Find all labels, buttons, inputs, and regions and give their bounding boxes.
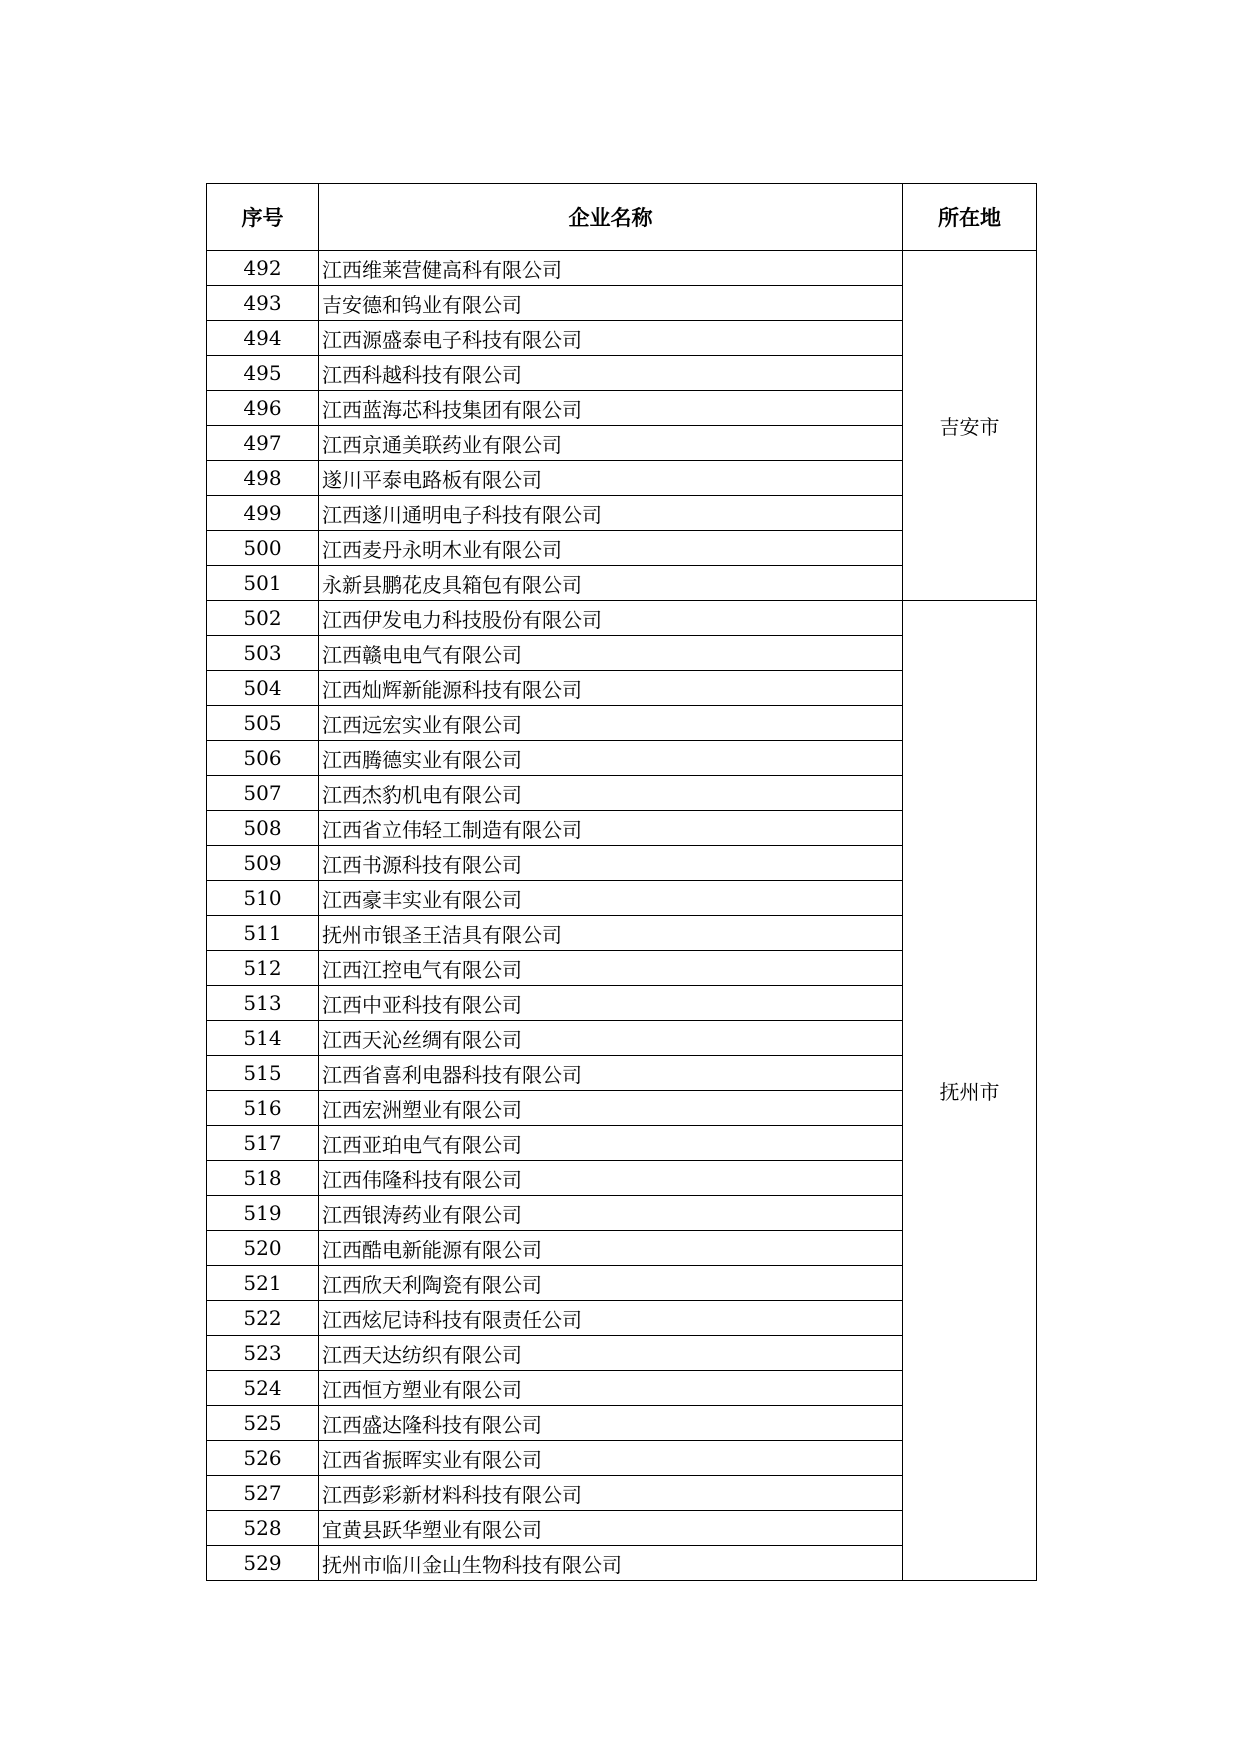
row-seq: 528 <box>207 1511 319 1546</box>
row-seq: 515 <box>207 1056 319 1091</box>
row-seq: 526 <box>207 1441 319 1476</box>
row-company-name: 江西杰豹机电有限公司 <box>319 776 903 811</box>
row-seq: 505 <box>207 706 319 741</box>
header-seq: 序号 <box>207 184 319 251</box>
row-company-name: 江西恒方塑业有限公司 <box>319 1371 903 1406</box>
row-seq: 495 <box>207 356 319 391</box>
row-seq: 506 <box>207 741 319 776</box>
row-company-name: 江西灿辉新能源科技有限公司 <box>319 671 903 706</box>
row-seq: 507 <box>207 776 319 811</box>
row-company-name: 宜黄县跃华塑业有限公司 <box>319 1511 903 1546</box>
row-seq: 498 <box>207 461 319 496</box>
row-company-name: 江西蓝海芯科技集团有限公司 <box>319 391 903 426</box>
row-seq: 494 <box>207 321 319 356</box>
row-seq: 504 <box>207 671 319 706</box>
row-company-name: 抚州市银圣王洁具有限公司 <box>319 916 903 951</box>
row-seq: 492 <box>207 251 319 286</box>
row-company-name: 抚州市临川金山生物科技有限公司 <box>319 1546 903 1581</box>
row-seq: 493 <box>207 286 319 321</box>
row-seq: 500 <box>207 531 319 566</box>
row-company-name: 江西伊发电力科技股份有限公司 <box>319 601 903 636</box>
row-company-name: 江西省立伟轻工制造有限公司 <box>319 811 903 846</box>
row-company-name: 江西亚珀电气有限公司 <box>319 1126 903 1161</box>
row-seq: 496 <box>207 391 319 426</box>
row-company-name: 江西遂川通明电子科技有限公司 <box>319 496 903 531</box>
row-company-name: 江西省振晖实业有限公司 <box>319 1441 903 1476</box>
row-seq: 518 <box>207 1161 319 1196</box>
row-seq: 522 <box>207 1301 319 1336</box>
row-company-name: 遂川平泰电路板有限公司 <box>319 461 903 496</box>
row-seq: 529 <box>207 1546 319 1581</box>
row-company-name: 江西豪丰实业有限公司 <box>319 881 903 916</box>
row-seq: 513 <box>207 986 319 1021</box>
row-company-name: 永新县鹏花皮具箱包有限公司 <box>319 566 903 601</box>
header-row <box>207 184 1037 251</box>
row-company-name: 江西彭彩新材料科技有限公司 <box>319 1476 903 1511</box>
row-seq: 519 <box>207 1196 319 1231</box>
row-seq: 502 <box>207 601 319 636</box>
table-row <box>207 601 1037 636</box>
row-company-name: 江西赣电电气有限公司 <box>319 636 903 671</box>
row-seq: 525 <box>207 1406 319 1441</box>
company-table <box>206 183 1037 1581</box>
row-seq: 499 <box>207 496 319 531</box>
row-seq: 508 <box>207 811 319 846</box>
row-company-name: 江西腾德实业有限公司 <box>319 741 903 776</box>
row-company-name: 江西远宏实业有限公司 <box>319 706 903 741</box>
row-company-name: 江西源盛泰电子科技有限公司 <box>319 321 903 356</box>
row-company-name: 江西麦丹永明木业有限公司 <box>319 531 903 566</box>
table-row <box>207 251 1037 286</box>
row-seq: 524 <box>207 1371 319 1406</box>
row-seq: 501 <box>207 566 319 601</box>
row-seq: 512 <box>207 951 319 986</box>
row-seq: 509 <box>207 846 319 881</box>
row-seq: 510 <box>207 881 319 916</box>
row-company-name: 江西酷电新能源有限公司 <box>319 1231 903 1266</box>
row-seq: 523 <box>207 1336 319 1371</box>
header-company-name: 企业名称 <box>319 184 903 251</box>
row-company-name: 吉安德和钨业有限公司 <box>319 286 903 321</box>
row-seq: 521 <box>207 1266 319 1301</box>
row-seq: 520 <box>207 1231 319 1266</box>
row-company-name: 江西炫尼诗科技有限责任公司 <box>319 1301 903 1336</box>
row-company-name: 江西省喜利电器科技有限公司 <box>319 1056 903 1091</box>
row-company-name: 江西维莱营健高科有限公司 <box>319 251 903 286</box>
row-seq: 517 <box>207 1126 319 1161</box>
row-company-name: 江西天达纺织有限公司 <box>319 1336 903 1371</box>
row-seq: 527 <box>207 1476 319 1511</box>
header-region: 所在地 <box>903 184 1037 251</box>
row-company-name: 江西科越科技有限公司 <box>319 356 903 391</box>
table-body <box>207 251 1037 1581</box>
row-seq: 514 <box>207 1021 319 1056</box>
row-company-name: 江西欣天利陶瓷有限公司 <box>319 1266 903 1301</box>
row-company-name: 江西书源科技有限公司 <box>319 846 903 881</box>
row-seq: 497 <box>207 426 319 461</box>
row-company-name: 江西中亚科技有限公司 <box>319 986 903 1021</box>
row-company-name: 江西宏洲塑业有限公司 <box>319 1091 903 1126</box>
row-seq: 511 <box>207 916 319 951</box>
row-company-name: 江西江控电气有限公司 <box>319 951 903 986</box>
row-company-name: 江西天沁丝绸有限公司 <box>319 1021 903 1056</box>
row-company-name: 江西京通美联药业有限公司 <box>319 426 903 461</box>
region-cell: 抚州市 <box>903 601 1037 1581</box>
row-company-name: 江西银涛药业有限公司 <box>319 1196 903 1231</box>
row-seq: 503 <box>207 636 319 671</box>
region-cell: 吉安市 <box>903 251 1037 601</box>
row-company-name: 江西盛达隆科技有限公司 <box>319 1406 903 1441</box>
row-company-name: 江西伟隆科技有限公司 <box>319 1161 903 1196</box>
row-seq: 516 <box>207 1091 319 1126</box>
